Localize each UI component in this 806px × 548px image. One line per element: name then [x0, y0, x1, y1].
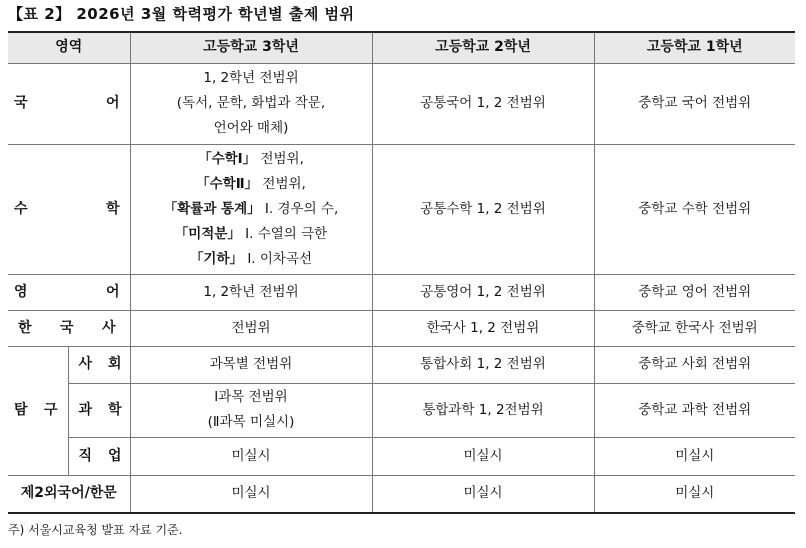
exam-scope-table [8, 31, 795, 514]
second-lang-grade1: 미실시 [594, 475, 795, 513]
row-math [8, 144, 795, 274]
header-grade3: 고등학교 3학년 [130, 32, 372, 63]
header-grade2: 고등학교 2학년 [372, 32, 594, 63]
header-row [8, 32, 795, 63]
label-korean-history: 한 국 사 [8, 310, 130, 346]
second-lang-grade3: 미실시 [130, 475, 372, 513]
row-korean-history [8, 310, 795, 346]
row-english [8, 274, 795, 310]
label-second-language: 제2외국어/한문 [8, 475, 130, 513]
english-grade3: 1, 2학년 전범위 [130, 274, 372, 310]
social-grade1: 중학교 사회 전범위 [594, 346, 795, 383]
vocational-grade1: 미실시 [594, 437, 795, 475]
vocational-grade2: 미실시 [372, 437, 594, 475]
row-korean [8, 63, 795, 144]
math-grade3: 「수학Ⅰ」 전범위, 「수학Ⅱ」 전범위, 「확률과 통계」 Ⅰ. 경우의 수, 「미적분」 Ⅰ. 수열의 극한 「기하」 Ⅰ. 이차곡선 [130, 144, 372, 274]
label-social: 사 회 [68, 346, 130, 383]
row-vocational [8, 437, 795, 475]
label-science: 과 학 [68, 383, 130, 437]
science-grade1: 중학교 과학 전범위 [594, 383, 795, 437]
label-vocational: 직 업 [68, 437, 130, 475]
second-lang-grade2: 미실시 [372, 475, 594, 513]
korean-grade2: 공통국어 1, 2 전범위 [372, 63, 594, 144]
social-grade2: 통합사회 1, 2 전범위 [372, 346, 594, 383]
label-korean: 국 어 [8, 63, 130, 144]
label-math: 수 학 [8, 144, 130, 274]
math-grade2: 공통수학 1, 2 전범위 [372, 144, 594, 274]
vocational-grade3: 미실시 [130, 437, 372, 475]
history-grade1: 중학교 한국사 전범위 [594, 310, 795, 346]
social-grade3: 과목별 전범위 [130, 346, 372, 383]
english-grade1: 중학교 영어 전범위 [594, 274, 795, 310]
row-science [8, 383, 795, 437]
history-grade3: 전범위 [130, 310, 372, 346]
science-grade3: Ⅰ과목 전범위 (Ⅱ과목 미실시) [130, 383, 372, 437]
science-grade2: 통합과학 1, 2전범위 [372, 383, 594, 437]
korean-grade1: 중학교 국어 전범위 [594, 63, 795, 144]
header-area: 영역 [8, 32, 130, 63]
history-grade2: 한국사 1, 2 전범위 [372, 310, 594, 346]
source-note: 주) 서울시교육청 발표 자료 기준. [8, 523, 183, 537]
row-second-language [8, 475, 795, 513]
table-title: 【표 2】 2026년 3월 학력평가 학년별 출제 범위 [8, 5, 355, 23]
label-tamgu: 탐 구 [8, 346, 68, 475]
english-grade2: 공통영어 1, 2 전범위 [372, 274, 594, 310]
header-grade1: 고등학교 1학년 [594, 32, 795, 63]
label-english: 영 어 [8, 274, 130, 310]
korean-grade3: 1, 2학년 전범위 (독서, 문학, 화법과 작문, 언어와 매체) [130, 63, 372, 144]
math-grade1: 중학교 수학 전범위 [594, 144, 795, 274]
row-social [8, 346, 795, 383]
